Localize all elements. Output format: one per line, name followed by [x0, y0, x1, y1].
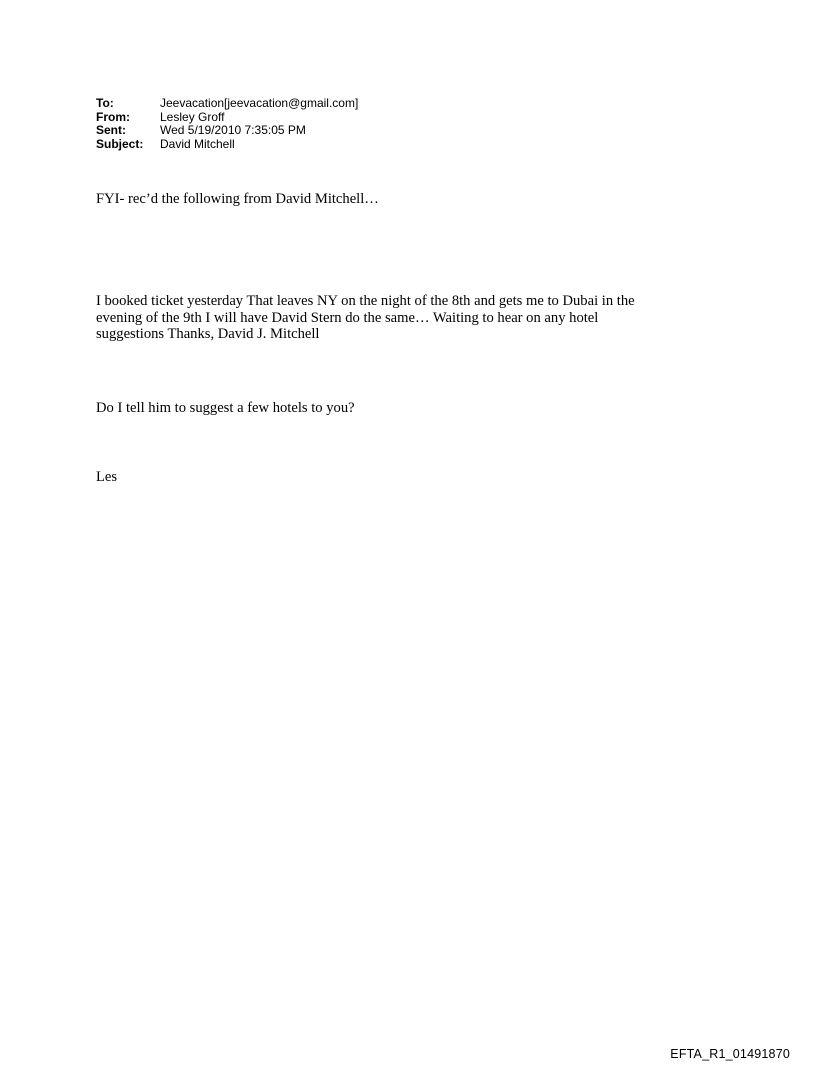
to-value: Jeevacation[jeevacation@gmail.com] — [160, 96, 359, 110]
to-label: To: — [96, 96, 114, 110]
from-row — [96, 111, 358, 125]
forwarded-message — [96, 293, 716, 343]
intro-paragraph: FYI- rec’d the following from David Mitchell… — [96, 191, 379, 207]
subject-row — [96, 138, 358, 152]
forwarded-line: suggestions Thanks, David J. Mitchell — [96, 326, 320, 342]
sent-value: Wed 5/19/2010 7:35:05 PM — [160, 123, 306, 137]
subject-label: Subject: — [96, 136, 144, 151]
from-value: Lesley Groff — [160, 109, 225, 124]
forwarded-line: evening of the 9th I will have David Stern do the same… Waiting to hear on any hotel — [96, 309, 599, 326]
subject-value: David Mitchell — [160, 136, 235, 151]
document-id: EFTA_R1_01491870 — [670, 1047, 790, 1061]
sent-label: Sent: — [96, 123, 126, 137]
email-header — [96, 97, 358, 151]
sent-row — [96, 124, 358, 138]
question-paragraph: Do I tell him to suggest a few hotels to you? — [96, 400, 355, 416]
to-row — [96, 97, 358, 111]
from-label: From: — [96, 109, 130, 124]
forwarded-line: I booked ticket yesterday That leaves NY on the night of the 8th and gets me to Dubai in the — [96, 293, 635, 309]
signature: Les — [96, 469, 118, 485]
